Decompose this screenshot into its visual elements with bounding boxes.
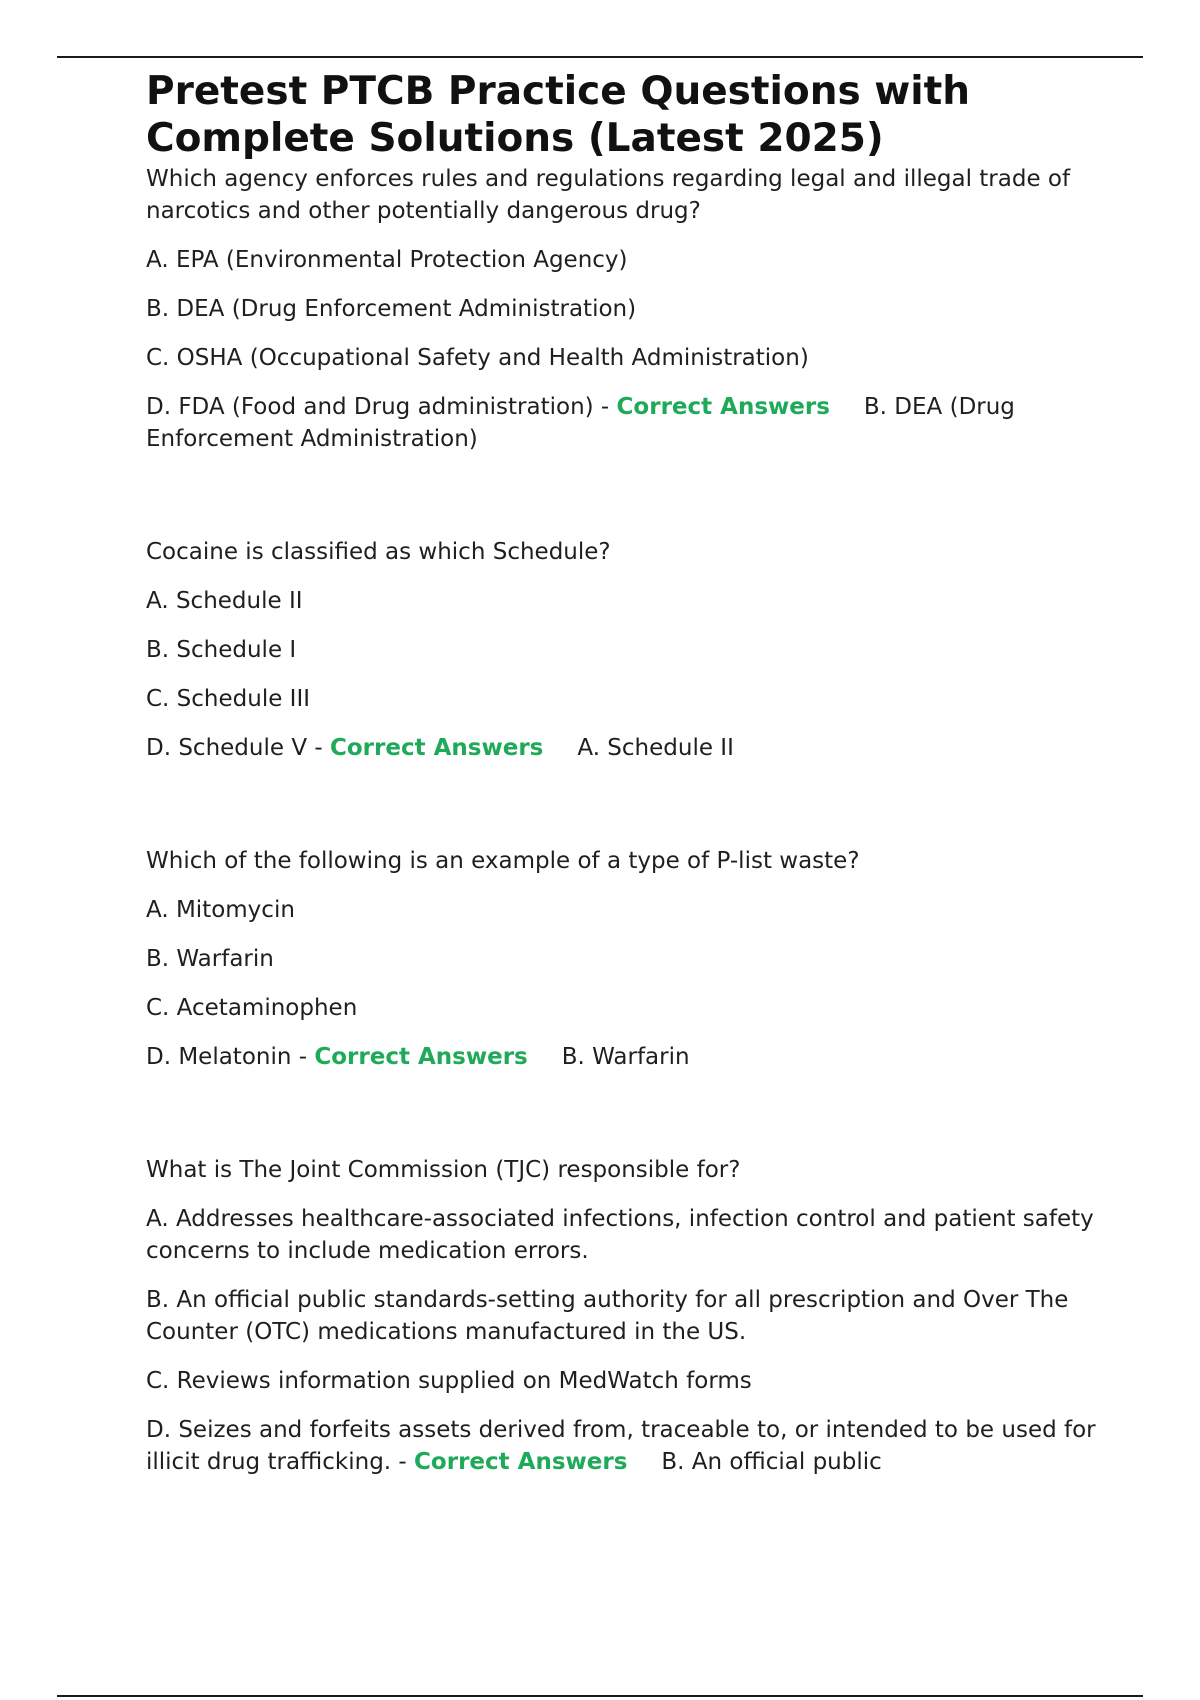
answer-1: B. DEA (Drug Enforcement Administration) bbox=[146, 394, 1015, 452]
answer-4: B. An official public bbox=[661, 1449, 882, 1475]
option-2d-with-answer bbox=[146, 732, 1096, 764]
bottom-rule bbox=[57, 1695, 1143, 1697]
option-1b: B. DEA (Drug Enforcement Administration) bbox=[146, 296, 637, 322]
answer-2: A. Schedule II bbox=[577, 735, 734, 761]
top-rule bbox=[57, 56, 1143, 58]
correct-answers-label: Correct Answers bbox=[414, 1449, 628, 1475]
option-3b: B. Warfarin bbox=[146, 946, 274, 972]
option-4d: D. Seizes and forfeits assets derived from, traceable to, or intended to be used for illicit drug trafficking. - bbox=[146, 1417, 1096, 1475]
option-4c: C. Reviews information supplied on MedWatch forms bbox=[146, 1368, 752, 1394]
answer-3: B. Warfarin bbox=[561, 1044, 690, 1070]
question-4: What is The Joint Commission (TJC) responsible for? bbox=[146, 1157, 741, 1183]
qa-block-4 bbox=[146, 1154, 1096, 1478]
option-2d: D. Schedule V - bbox=[146, 735, 330, 761]
option-1d: D. FDA (Food and Drug administration) - bbox=[146, 394, 617, 420]
option-3a: A. Mitomycin bbox=[146, 897, 295, 923]
option-1d-with-answer bbox=[146, 391, 1096, 455]
page-title: Pretest PTCB Practice Questions with Complete Solutions (Latest 2025) bbox=[146, 69, 971, 161]
qa-block-1 bbox=[146, 163, 1096, 455]
option-4b: B. An official public standards-setting authority for all prescription and Over The Counter (OTC) medications manufactured in the US. bbox=[146, 1287, 1069, 1345]
option-3d: D. Melatonin - bbox=[146, 1044, 315, 1070]
correct-answers-label: Correct Answers bbox=[314, 1044, 528, 1070]
qa-block-2 bbox=[146, 536, 1096, 764]
option-4d-with-answer bbox=[146, 1414, 1096, 1478]
option-2c: C. Schedule III bbox=[146, 686, 311, 712]
question-2: Cocaine is classified as which Schedule? bbox=[146, 539, 611, 565]
option-4a: A. Addresses healthcare-associated infections, infection control and patient safety concerns to include medication errors. bbox=[146, 1206, 1094, 1264]
question-1: Which agency enforces rules and regulations regarding legal and illegal trade of narcotics and other potentially dangerous drug? bbox=[146, 166, 1071, 224]
option-3d-with-answer bbox=[146, 1041, 1096, 1073]
question-3: Which of the following is an example of a type of P-list waste? bbox=[146, 848, 860, 874]
correct-answers-label: Correct Answers bbox=[330, 735, 544, 761]
option-1c: C. OSHA (Occupational Safety and Health Administration) bbox=[146, 345, 809, 371]
option-2a: A. Schedule II bbox=[146, 588, 303, 614]
qa-block-3 bbox=[146, 845, 1096, 1073]
option-3c: C. Acetaminophen bbox=[146, 995, 358, 1021]
option-1a: A. EPA (Environmental Protection Agency) bbox=[146, 247, 628, 273]
document-body bbox=[146, 68, 1096, 1495]
correct-answers-label: Correct Answers bbox=[616, 394, 830, 420]
option-2b: B. Schedule I bbox=[146, 637, 297, 663]
